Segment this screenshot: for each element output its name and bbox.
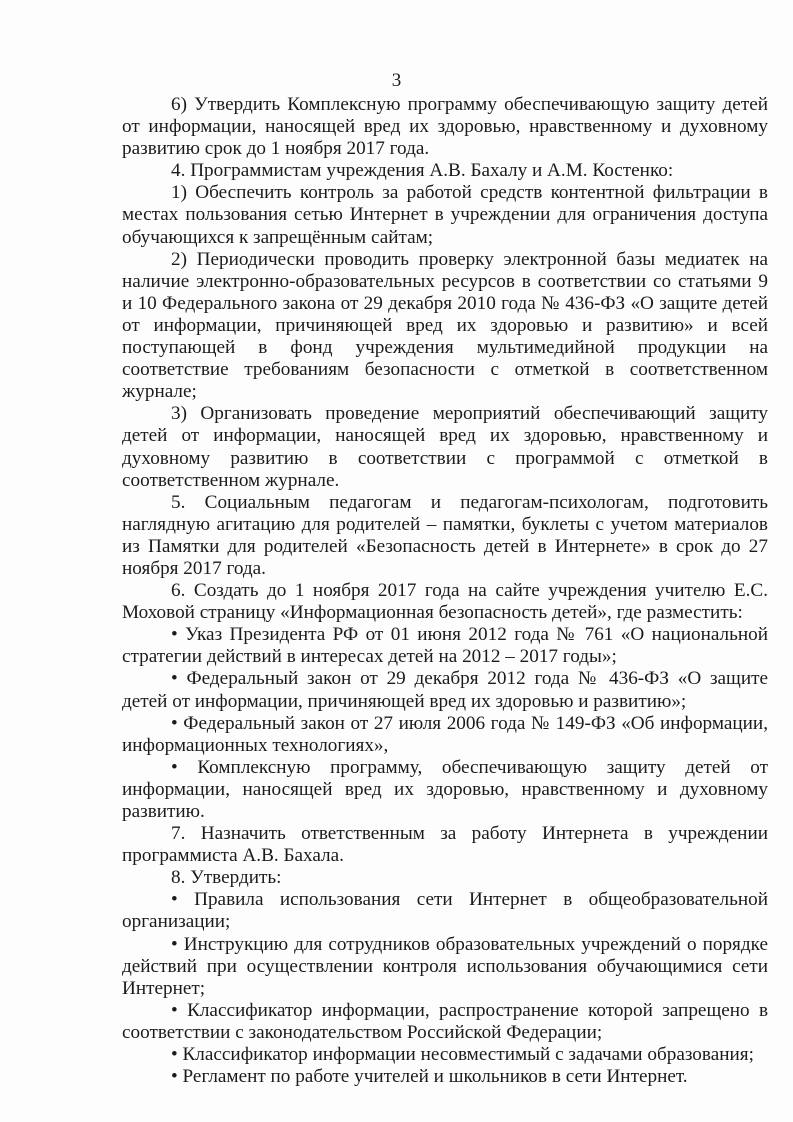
list-item-incompatible-classifier: • Классификатор информации несовместимый с задачами образования; [171,1044,754,1066]
paragraph-organize-events: 3) Организовать проведение мероприятий обеспечивающий защиту детей от информации, наносящей вред их здоровью, нравственному и духовному развитию в соответствии с программой с отметкой в соответственном журнале. [122,403,768,491]
list-item-internet-rules: • Правила использования сети Интернет в общеобразовательной организации; [122,889,768,933]
list-item-federal-law-149: • Федеральный закон от 27 июля 2006 года № 149-ФЗ «Об информации, информационных технологиях», [122,712,768,756]
paragraph-social-pedagogues: 5. Социальным педагогам и педагогам-психологам, подготовить наглядную агитацию для родителей – памятки, буклеты с учетом материалов из Памятки для родителей «Безопасность детей в Интернете» в срок до 27 ноября 2017 года. [122,491,768,579]
paragraph-approve-heading: 8. Утвердить: [171,867,282,889]
list-item-federal-law-436: • Федеральный закон от 29 декабря 2012 года № 436-ФЗ «О защите детей от информации, причиняющей вред их здоровью и развитию»; [122,668,768,712]
list-item-work-regulation: • Регламент по работе учителей и школьников в сети Интернет. [171,1066,688,1088]
paragraph-approve-program: 6) Утвердить Комплексную программу обеспечивающую защиту детей от информации, наносящей вред их здоровью, нравственному и духовному развитию срок до 1 ноября 2017 года. [122,94,768,160]
paragraph-programmers-heading: 4. Программистам учреждения А.В. Бахалу и А.М. Костенко: [171,160,674,182]
list-item-prohibited-classifier: • Классификатор информации, распространение которой запрещено в соответствии с законодательством Российской Федерации; [122,999,768,1043]
paragraph-content-filtering: 1) Обеспечить контроль за работой средств контентной фильтрации в местах пользования сетью Интернет в учреждении для ограничения доступа обучающихся к запрещённым сайтам; [122,182,768,248]
list-item-presidential-decree: • Указ Президента РФ от 01 июня 2012 года № 761 «О национальной стратегии действий в интересах детей на 2012 – 2017 годы»; [122,624,768,668]
paragraph-create-webpage: 6. Создать до 1 ноября 2017 года на сайте учреждения учителю Е.С. Моховой страницу «Информационная безопасность детей», где разместить: [122,580,768,624]
paragraph-media-check: 2) Периодически проводить проверку электронной базы медиатек на наличие электронно-образовательных ресурсов в соответствии со статьями 9 и 10 Федерального закона от 29 декабря 2010 года № 436-ФЗ «О защите детей от информации, причиняющей вред их здоровью и развитию» и всей поступающей в фонд учреждения мультимедийной продукции на соответствие требованиям безопасности с отметкой в соответственном журнале; [122,248,768,403]
document-body [122,94,768,1088]
list-item-staff-instruction: • Инструкцию для сотрудников образовательных учреждений о порядке действий при осуществлении контроля использования обучающимися сети Интернет; [122,933,768,999]
page-number: 3 [391,70,402,91]
list-item-complex-program: • Комплексную программу, обеспечивающую защиту детей от информации, наносящей вред их здоровью, нравственному и духовному развитию. [122,756,768,822]
paragraph-assign-responsible: 7. Назначить ответственным за работу Интернета в учреждении программиста А.В. Бахала. [122,823,768,867]
